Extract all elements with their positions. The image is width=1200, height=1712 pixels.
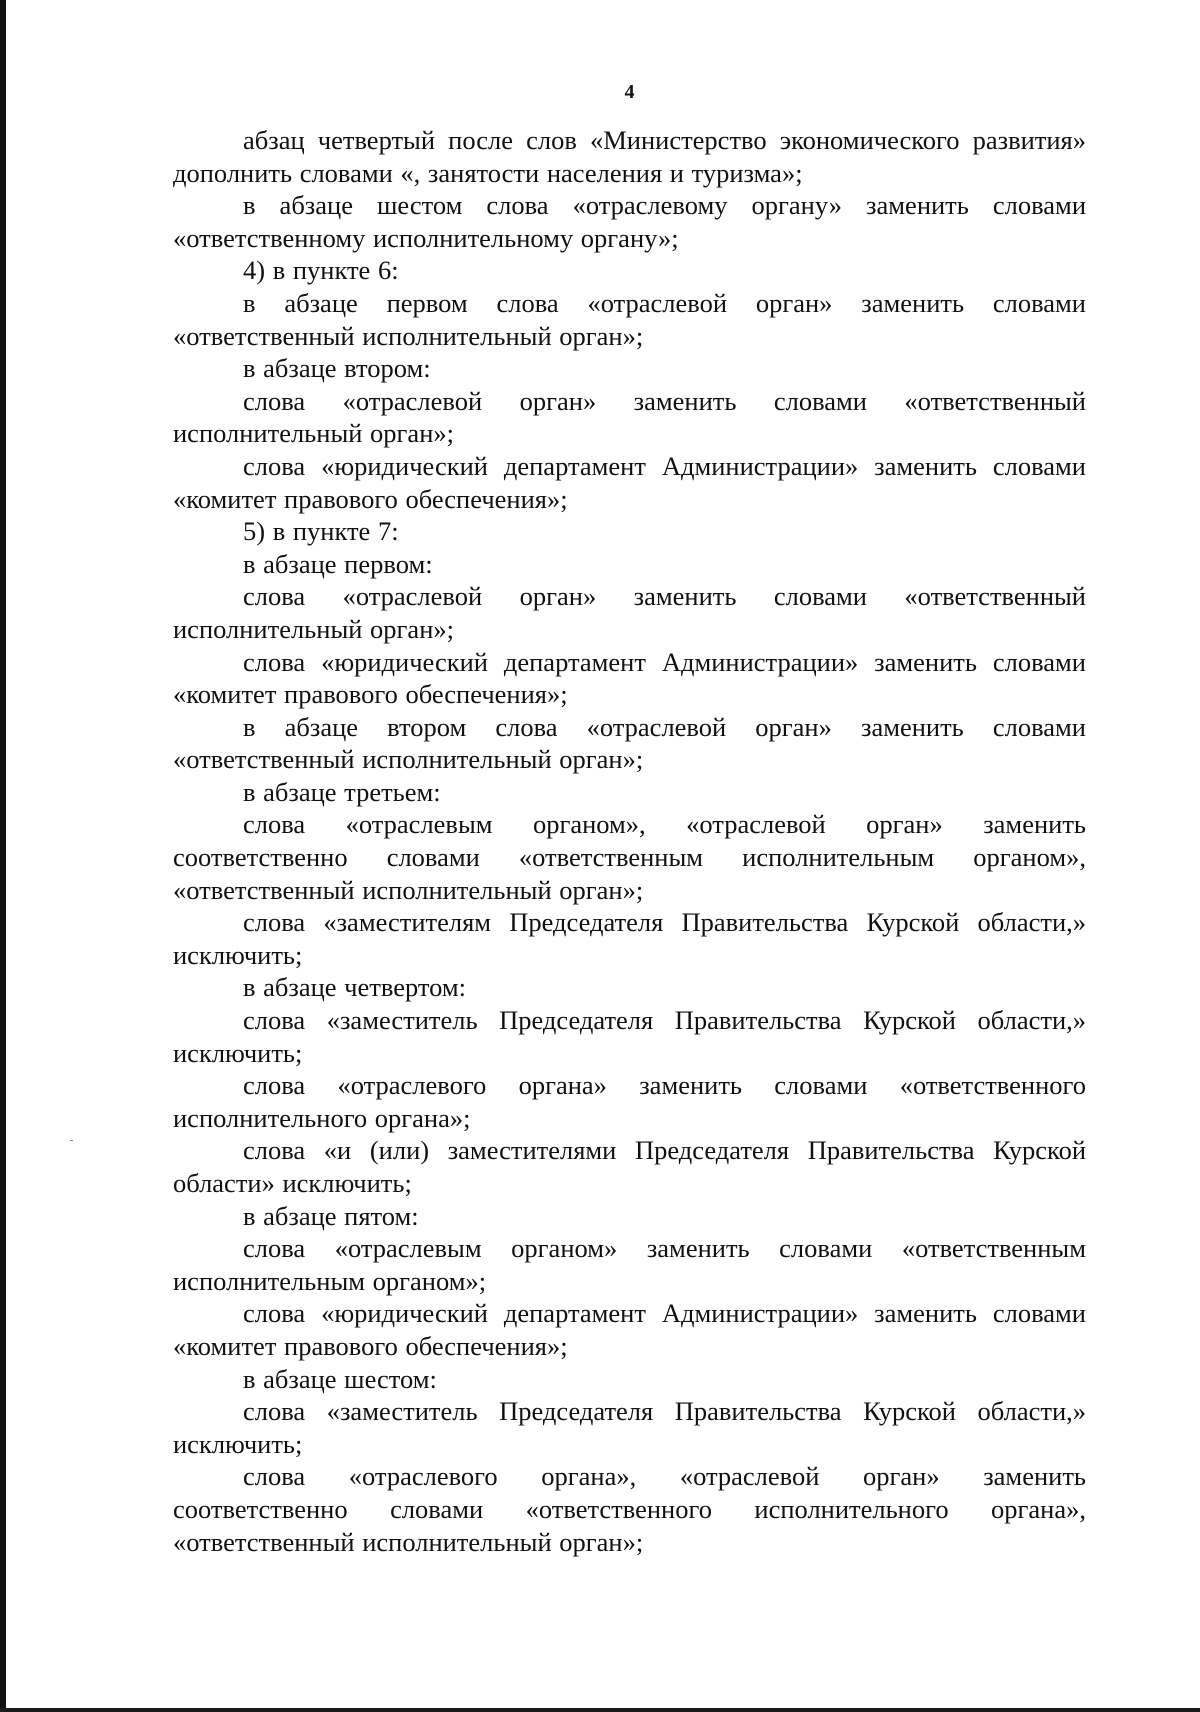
paragraph: слова «юридический департамент Администрации» заменить словами «комитет правового обеспечения»; <box>173 1298 1086 1361</box>
paragraph: слова «юридический департамент Администрации» заменить словами «комитет правового обеспечения»; <box>173 646 1086 710</box>
paragraph: слова «юридический департамент Администрации» заменить словами «комитет правового обеспечения»; <box>173 450 1086 514</box>
paragraph: слова «заместителям Председателя Правительства Курской области,» исключить; <box>173 907 1086 970</box>
paragraph: 5) в пункте 7: <box>243 516 399 547</box>
paragraph: в абзаце втором: <box>243 353 431 384</box>
paragraph: абзац четвертый после слов «Министерство экономического развития» дополнить словами «, занятости населения и туризма»; <box>173 125 1086 188</box>
paragraph: в абзаце четвертом: <box>243 972 466 1003</box>
paragraph: слова «заместитель Председателя Правительства Курской области,» исключить; <box>173 1005 1086 1068</box>
paragraph: слова «отраслевого органа», «отраслевой орган» заменить соответственно словами «ответственного исполнительного органа», «ответственный исполнительный орган»; <box>173 1461 1086 1557</box>
paragraph: в абзаце третьем: <box>243 776 441 807</box>
paragraph: в абзаце втором слова «отраслевой орган» заменить словами «ответственный исполнительный орган»; <box>173 711 1086 775</box>
paragraph: в абзаце первом слова «отраслевой орган» заменить словами «ответственный исполнительный орган»; <box>173 287 1086 351</box>
paragraph: слова «заместитель Председателя Правительства Курской области,» исключить; <box>173 1396 1086 1459</box>
scan-border-left <box>0 0 6 1712</box>
paragraph: слова «отраслевым органом» заменить словами «ответственным исполнительным органом»; <box>173 1233 1086 1296</box>
paragraph: слова «и (или) заместителями Председателя Правительства Курской области» исключить; <box>173 1135 1086 1198</box>
document-page <box>173 80 1086 1558</box>
paragraph: слова «отраслевым органом», «отраслевой орган» заменить соответственно словами «ответственным исполнительным органом», «ответственный исполнительный орган»; <box>173 809 1086 905</box>
paragraph: в абзаце первом: <box>243 548 433 579</box>
paragraph: слова «отраслевого органа» заменить словами «ответственного исполнительного органа»; <box>173 1070 1086 1133</box>
page-number: 4 <box>624 81 635 103</box>
scan-artifact <box>70 1140 73 1141</box>
paragraph: 4) в пункте 6: <box>243 255 399 286</box>
paragraph: слова «отраслевой орган» заменить словами «ответственный исполнительный орган»; <box>173 385 1086 449</box>
paragraph: слова «отраслевой орган» заменить словами «ответственный исполнительный орган»; <box>173 581 1086 644</box>
paragraph: в абзаце шестом слова «отраслевому органу» заменить словами «ответственному исполнительному органу»; <box>173 190 1086 253</box>
paragraph: в абзаце пятом: <box>243 1200 419 1231</box>
paragraph: в абзаце шестом: <box>243 1363 437 1394</box>
scan-border-bottom <box>0 1708 1200 1712</box>
